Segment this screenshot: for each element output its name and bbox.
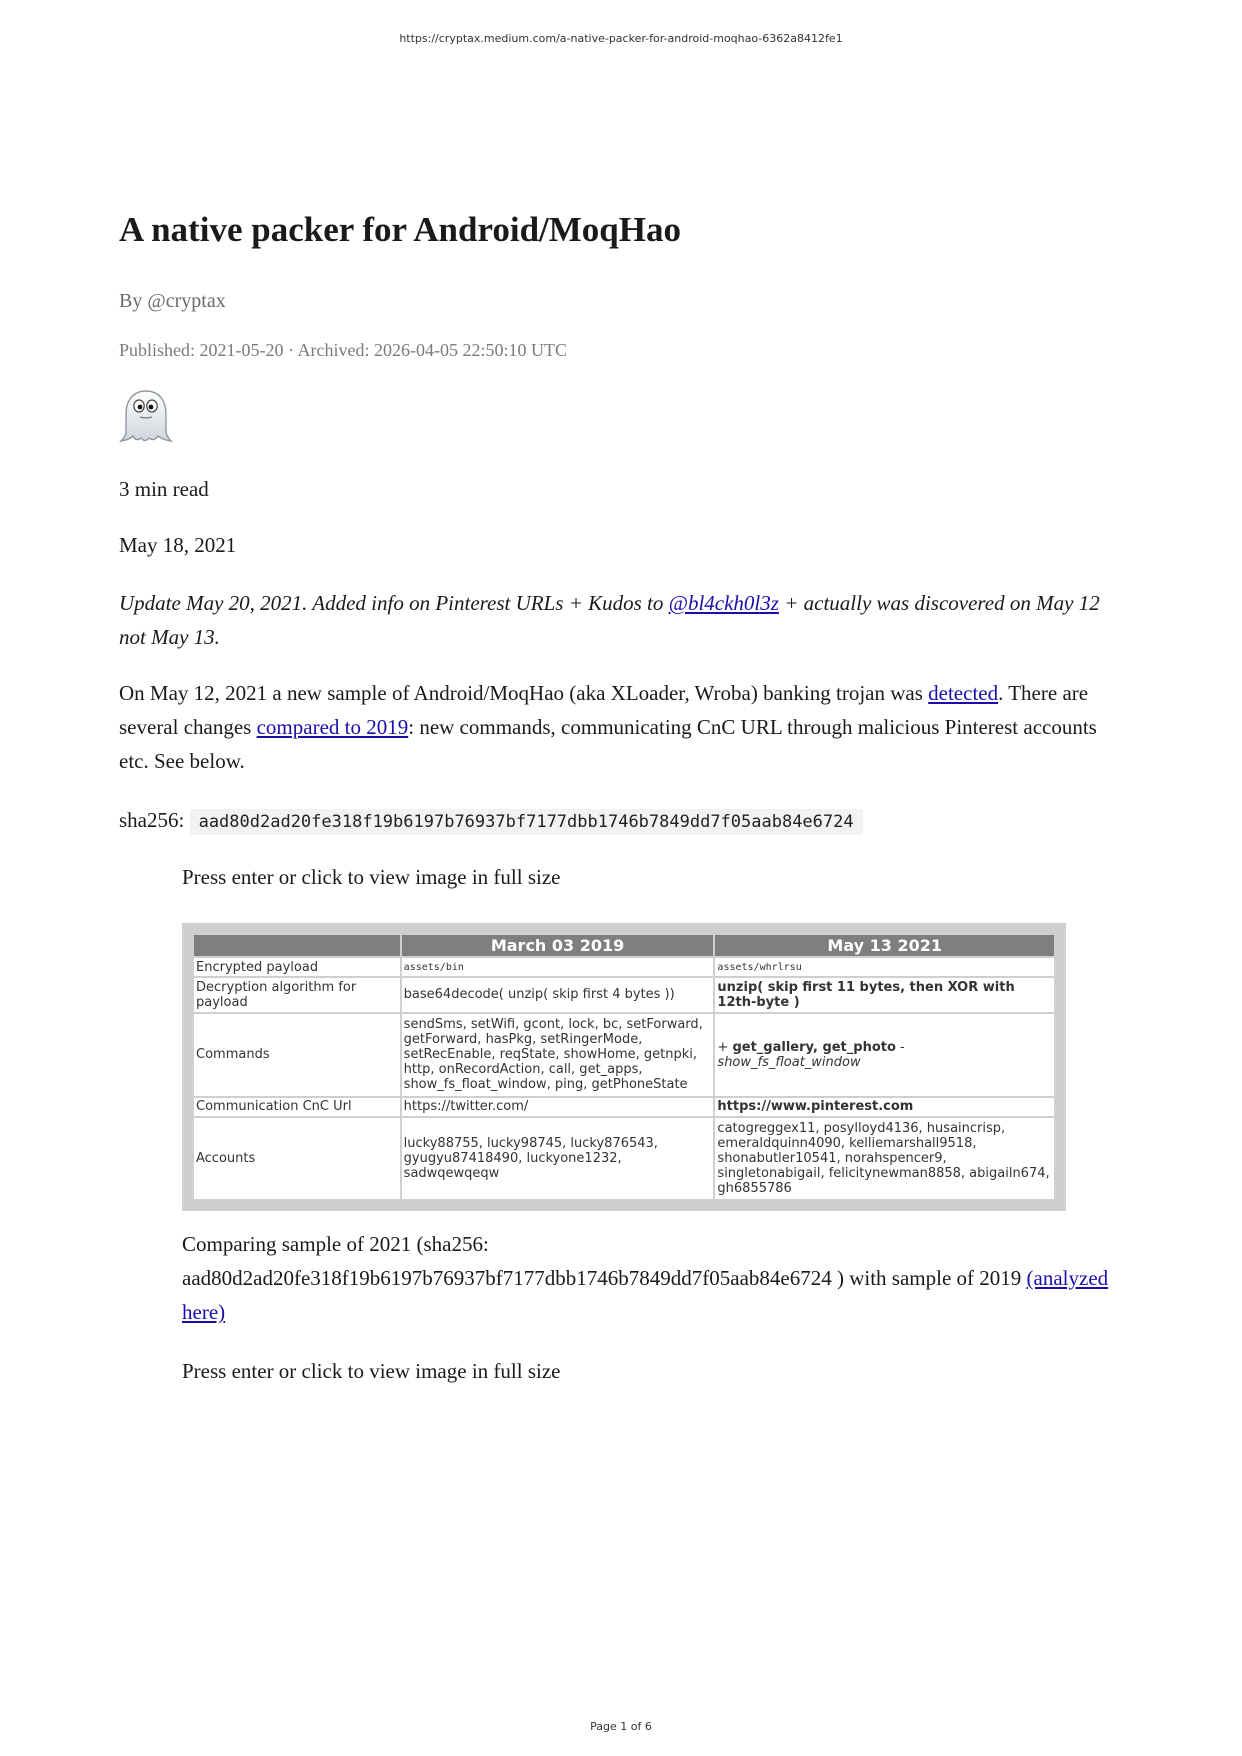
table-row (193, 1097, 1055, 1117)
row-label: Communication CnC Url (193, 1097, 401, 1117)
cell-2019: base64decode( unzip( skip first 4 bytes )) (401, 977, 715, 1013)
commands-prefix: + (717, 1039, 733, 1055)
page-number: Page 1 of 6 (590, 1720, 652, 1733)
update-text: Update May 20, 2021. Added info on Pinterest URLs + Kudos to (119, 591, 669, 615)
table-row (193, 1117, 1055, 1200)
commands-added: get_gallery, get_photo (732, 1039, 896, 1055)
image-hint: Press enter or click to view image in full size (182, 865, 561, 889)
cell-2019: https://twitter.com/ (401, 1097, 715, 1117)
sha256-line (119, 803, 1124, 839)
detected-link[interactable]: detected (928, 681, 999, 705)
header-2021: May 13 2021 (714, 934, 1055, 957)
intro-text-3: : new commands, communicating CnC URL through malicious Pinterest accounts etc. See below. (119, 715, 1097, 773)
row-label: Accounts (193, 1117, 401, 1200)
update-note (119, 586, 1124, 654)
article-date: May 18, 2021 (119, 533, 237, 557)
intro-paragraph (119, 676, 1124, 778)
byline: By @cryptax (119, 290, 226, 312)
commands-sep: - (895, 1039, 905, 1055)
intro-text-2: . There are several changes (119, 681, 1089, 739)
cell-2019: sendSms, setWifi, gcont, lock, bc, setForward, getForward, hasPkg, setRingerMode, setRecEnable, reqState, showHome, getnpki, http, onRecordAction, call, get_apps, show_fs_float_window, ping, getPhoneState (401, 1013, 715, 1097)
cell-2021: https://www.pinterest.com (714, 1097, 1055, 1117)
caption-text: Comparing sample of 2021 (sha256: aad80d2ad20fe318f19b6197b76937bf7177dbb1746b7849dd7f05aab84e6724 ) with sample of 2019 (182, 1232, 1027, 1290)
table-row (193, 1013, 1055, 1097)
cell-2021: catogreggex11, posylloyd4136, husaincrisp, emeraldquinn4090, kelliemarshall9518, shonabutler10541, norahspencer9, singletonabigail, felicitynewman8858, abigailn674, gh6855786 (714, 1117, 1055, 1200)
cell-2019: lucky88755, lucky98745, lucky876543, gyugyu87418490, luckyone1232, sadwqewqeqw (401, 1117, 715, 1200)
comparison-table (192, 933, 1056, 1201)
figure-caption (182, 1227, 1124, 1329)
update-text-end: + actually was discovered on May 12 not May 13. (119, 591, 1100, 649)
publish-meta: Published: 2021-05-20 · Archived: 2026-04-05 22:50:10 UTC (119, 340, 567, 360)
analyzed-here-link[interactable]: (analyzed here) (182, 1266, 1109, 1324)
intro-text-1: On May 12, 2021 a new sample of Android/MoqHao (aka XLoader, Wroba) banking trojan was (119, 681, 929, 705)
read-time: 3 min read (119, 477, 209, 501)
header-blank (193, 934, 401, 957)
header-url: https://cryptax.medium.com/a-native-packer-for-android-moqhao-6362a8412fe1 (399, 32, 843, 45)
article-title: A native packer for Android/MoqHao (119, 210, 681, 249)
cell-2021: assets/whrlrsu (714, 957, 1055, 977)
sha256-label: sha256: (119, 808, 185, 832)
table-row (193, 957, 1055, 977)
header-2019: March 03 2019 (401, 934, 715, 957)
ghost-avatar-icon (119, 388, 173, 444)
row-label: Commands (193, 1013, 401, 1097)
row-label: Decryption algorithm for payload (193, 977, 401, 1013)
compared-to-2019-link[interactable]: compared to 2019 (256, 715, 409, 739)
image-hint-2: Press enter or click to view image in full size (182, 1359, 561, 1383)
cell-2019: assets/bin (401, 957, 715, 977)
cell-2021 (714, 1013, 1055, 1097)
cell-2021: unzip( skip first 11 bytes, then XOR with 12th-byte ) (714, 977, 1055, 1013)
sha256-value: aad80d2ad20fe318f19b6197b76937bf7177dbb1746b7849dd7f05aab84e6724 (190, 809, 863, 835)
table-row (193, 977, 1055, 1013)
commands-removed: show_fs_float_window (717, 1054, 861, 1070)
row-label: Encrypted payload (193, 957, 401, 977)
bl4ckh0l3z-link[interactable]: @bl4ckh0l3z (668, 591, 779, 615)
comparison-image[interactable] (182, 923, 1066, 1211)
